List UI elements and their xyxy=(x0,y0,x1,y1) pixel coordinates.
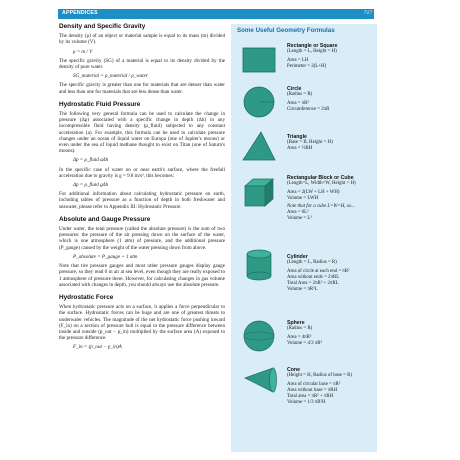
equation: F_in = (p_out − p_in)A xyxy=(73,344,122,351)
paragraph: Under water, the total pressure (called the absolute pressure) is the sum of two pressures: the pressure of the air pressing down on the surface of the water, which is one atmosphere (1 atm) of pressure, and the additional pressure (P_gauge) caused by the weight of the water pressing down from above. xyxy=(59,226,225,251)
paragraph: The density (ρ) of an object or material sample is equal to its mass (m) divided by its volume (V). xyxy=(59,33,225,46)
equation: Δp = ρ_fluid aΔh xyxy=(73,157,109,164)
box-icon xyxy=(241,174,277,210)
equation: ρ = m / V xyxy=(73,48,93,55)
rectangle-icon xyxy=(241,42,277,78)
paragraph: For additional information about calculating hydrostatic pressure on earth, including tables of pressure as a function of depth in both freshwater and seawater, please refer to Appendix III: Hydrostatic Pressure. xyxy=(59,191,225,210)
paragraph: Note that tire pressure gauges and most other pressure gauges display gauge pressure, so they read 0 in air at sea level, even though they are really exposed to 1 atmosphere of pressure there. However, for calculating changes in gas volume associated with changes in depth, you should always use the absolute pressure. xyxy=(59,263,225,288)
formula-sphere: Sphere (Radius = R) Area = 4πR² Volume = 4/3 πR³ xyxy=(287,320,322,346)
section-title: APPENDICES xyxy=(62,10,98,16)
geometry-sidebar xyxy=(231,24,377,452)
formula-circle: Circle (Radius = R) Area = πR² Circumference = 2πR xyxy=(287,86,330,112)
paragraph: The specific gravity (SG) of a material is equal to its density divided by the density of pure water. xyxy=(59,57,225,71)
page-header xyxy=(58,9,374,19)
equation: Δp = ρ_fluid gΔh xyxy=(73,182,109,189)
heading-density: Density and Specific Gravity xyxy=(59,23,146,30)
triangle-icon xyxy=(241,128,277,164)
equation: SG_material = ρ_material / ρ_water xyxy=(73,73,148,80)
heading-hydrostatic-force: Hydrostatic Force xyxy=(59,293,114,301)
paragraph: In the specific case of water on or near earth's surface, where the freefall acceleration due to gravity is g = 9.8 m/s², this becomes: xyxy=(59,166,225,179)
cylinder-icon xyxy=(241,246,277,282)
heading-hydrostatic-pressure: Hydrostatic Fluid Pressure xyxy=(59,100,141,108)
equation: P_absolute = P_gauge + 1 atm xyxy=(73,253,138,260)
page-number: 717 xyxy=(363,10,372,16)
paragraph: The specific gravity is greater than one for materials that are denser than water and less than one for materials that are less dense than water. xyxy=(59,82,225,95)
formula-rectangle: Rectangle or Square (Length = L, Height = H) Area = LH Perimeter = 2(L+H) xyxy=(287,43,338,69)
cone-icon xyxy=(241,364,277,400)
paragraph: When hydrostatic pressure acts on a surface, it applies a force perpendicular to the surface. Hydrostatic forces can be huge and are one of greatest threats to underwater vehicles. The magnitude of the net hydrostatic force pushing inward (F_in) on a section of pressure hull is equal to the pressure difference between inside and outside (p_out − p_in) multiplied by the surface area (A) exposed to the pressure difference. xyxy=(59,304,225,342)
circle-icon xyxy=(241,84,277,120)
sphere-icon xyxy=(241,318,277,354)
sidebar-title: Some Useful Geometry Formulas xyxy=(237,27,335,34)
formula-triangle: Triangle (Base = B, Height = H) Area = ½BH xyxy=(287,134,333,151)
formula-cylinder: Cylinder (Length = L, Radius = R) Area of circle at each end = πR² Area without ends = 2πRL Total Area = 2πR² + 2πRL Volume = πR²L xyxy=(287,254,350,292)
formula-box: Rectangular Block or Cube (Length=L, Width=W, Height = H) Area = 2(LW + LH + WH) Volume = LWH Note that for a cube L=W=H, so... Area = 6L² Volume = L³ xyxy=(287,175,356,221)
heading-gauge-pressure: Absolute and Gauge Pressure xyxy=(59,215,151,223)
main-column xyxy=(59,24,225,354)
formula-cone: Cone (Height = H, Radius of base = R) Area of circular base = πR² Area without base = πRH Total area = πR² + πRH Volume = 1/3 πR²H xyxy=(287,367,353,405)
paragraph: The following very general formula can be used to calculate the change in pressure (Δp) associated with a specific change in depth (Δh) in any incompressible fluid having density (ρ_fluid) subjected to any constant acceleration (a). For example, this formula can be used to calculate pressure changes under an ocean of liquid water on Europa (one of Jupiter's moons) or even under the sea of liquid methane thought to exist on Titan (one of Saturn's moons). xyxy=(59,111,225,155)
